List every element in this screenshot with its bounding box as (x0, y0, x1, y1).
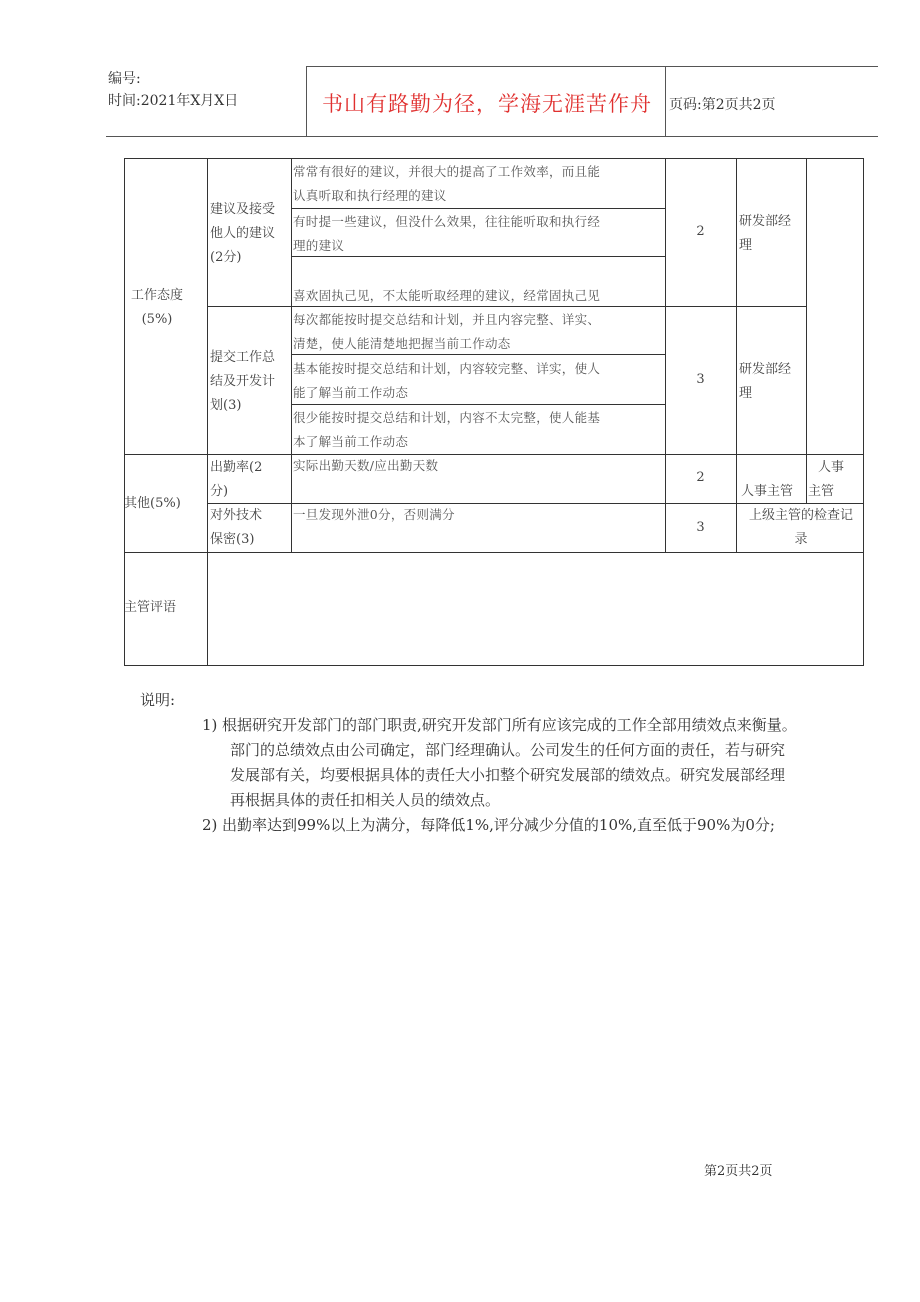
note-1-number: 1) (202, 716, 218, 734)
col-sep-category (207, 158, 208, 552)
item-attendance-name: 出勤率(2 分) (210, 460, 263, 499)
score-confidential: 3 (696, 520, 705, 535)
evaluation-table (124, 158, 864, 666)
table-border-bottom (124, 665, 864, 666)
date-label: 时间:2021年X月X日 (108, 93, 239, 109)
header-divider-left (306, 66, 307, 137)
category-other: 其他(5%) (124, 496, 181, 511)
level-suggestion-3: 喜欢固执己见，不太能听取经理的建议，经常固执己见 (293, 288, 601, 303)
row-sep-group2 (124, 552, 864, 553)
note-2-line-1: 出勤率达到99%以上为满分，每降低1%,评分减少分值的10%,直至低于90%为0分; (222, 816, 775, 834)
evaluator-confidential: 上级主管的检查记 录 (748, 508, 853, 547)
level-report-3: 很少能按时提交总结和计划，内容不太完整，使人能基 本了解当前工作动态 (293, 410, 601, 449)
col-sep-evaluator (806, 158, 807, 454)
item-report-name: 提交工作总 结及开发计 划(3) (210, 350, 276, 413)
table-border-right (863, 158, 864, 666)
score-report: 3 (696, 372, 705, 387)
evaluator-report: 研发部经 理 (739, 362, 792, 401)
header-motto: 书山有路勤为径，学海无涯苦作舟 (322, 92, 652, 116)
category-supervisor-comment: 主管评语 (124, 600, 177, 615)
item-suggestion-name: 建议及接受 他人的建议 (2分) (210, 202, 276, 265)
note-1-line-3: 发展部有关，均要根据具体的责任大小扣整个研究发展部的绩效点。研究发展部经理 (230, 766, 786, 784)
col-sep-desc (665, 158, 666, 552)
level-attendance: 实际出勤天数/应出勤天数 (293, 458, 439, 473)
note-1-line-1: 根据研究开发部门的部门职责,研究开发部门所有应该完成的工作全部用绩效点来衡量。 (222, 716, 797, 734)
evaluator-suggestion: 研发部经 理 (739, 214, 792, 253)
note-1-line-2: 部门的总绩效点由公司确定，部门经理确认。公司发生的任何方面的责任，若与研究 (230, 741, 786, 759)
page-footer: 第2页共2页 (704, 1164, 773, 1179)
header-top-rule (306, 66, 878, 67)
col-sep-score (736, 158, 737, 552)
col-sep-category-lower (207, 552, 208, 666)
note-2-number: 2) (202, 816, 218, 834)
table-border-top (124, 158, 864, 159)
evaluator-attendance: 人事主管 (741, 484, 794, 499)
level-confidential: 一旦发现外泄0分，否则满分 (293, 507, 455, 522)
score-suggestion: 2 (696, 224, 705, 239)
header-bottom-rule (106, 136, 878, 137)
table-border-left (124, 158, 125, 666)
score-attendance: 2 (696, 470, 705, 485)
notes-title: 说明: (140, 691, 176, 709)
level-suggestion-2: 有时提一些建议，但没什么效果，往往能听取和执行经 理的建议 (293, 214, 601, 253)
page-label: 页码:第2页共2页 (669, 97, 776, 113)
page-header (0, 0, 920, 140)
level-report-2: 基本能按时提交总结和计划，内容较完整、详实，使人 能了解当前工作动态 (293, 361, 601, 400)
level-suggestion-1: 常常有很好的建议，并很大的提高了工作效率，而且能 认真听取和执行经理的建议 (293, 164, 601, 203)
evaluator-attendance-extra: 人事 主管 (808, 460, 845, 499)
header-divider-right (665, 66, 666, 137)
serial-label: 编号: (108, 71, 141, 87)
level-report-1: 每次都能按时提交总结和计划，并且内容完整、详实、 清楚，使人能清楚地把握当前工作动态 (293, 312, 601, 351)
note-1-line-4: 再根据具体的责任扣相关人员的绩效点。 (230, 791, 501, 809)
category-attitude: 工作态度 (5%) (130, 288, 183, 327)
level-sep-1 (291, 208, 665, 209)
item-confidential-name: 对外技术 保密(3) (210, 508, 263, 547)
